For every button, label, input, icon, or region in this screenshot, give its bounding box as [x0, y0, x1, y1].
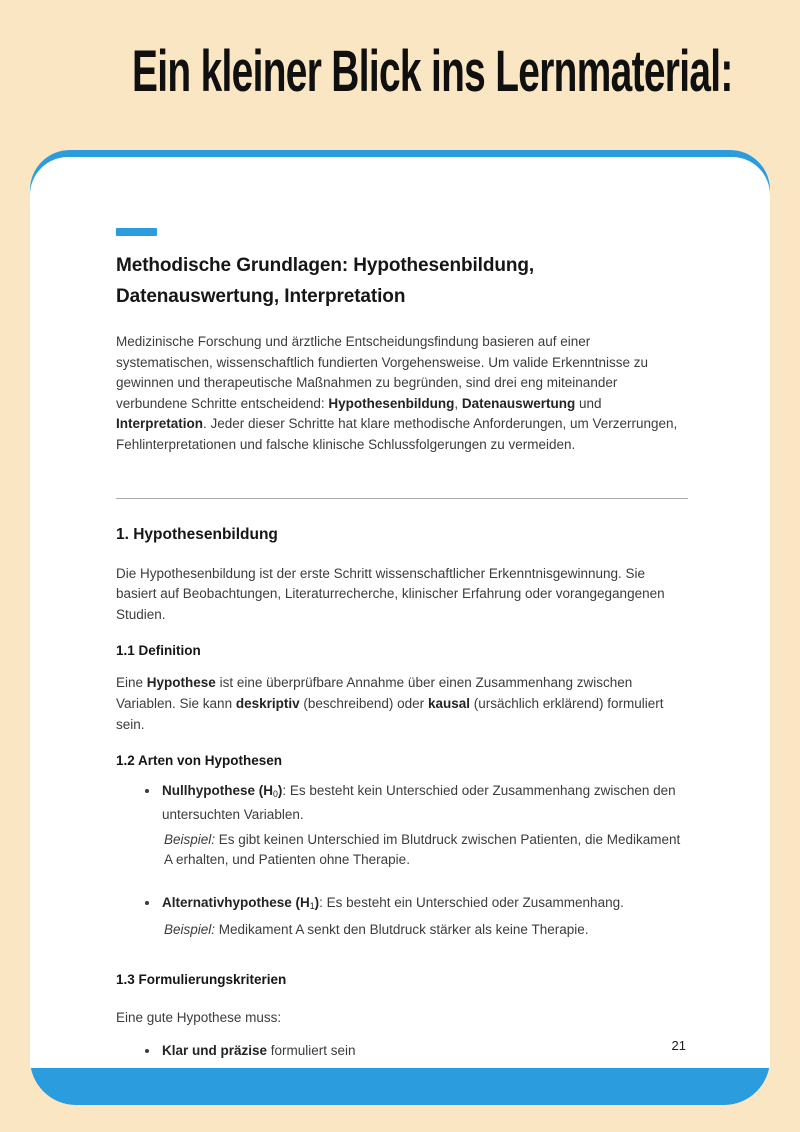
subsection-1-1-body: Eine Hypothese ist eine überprüfbare Annahme über einen Zusammenhang zwischen Variablen. Sie kann deskriptiv (beschreibend) oder kausal (ursächlich erklärend) formuliert sein. [116, 675, 664, 732]
criteria-list [116, 1041, 688, 1062]
list-item [160, 1041, 688, 1062]
subsection-1-2-heading: 1.2 Arten von Hypothesen [116, 753, 283, 769]
document-page [30, 157, 770, 1068]
section-1-heading: 1. Hypothesenbildung [116, 525, 278, 543]
hypothesis-types-list [116, 781, 688, 941]
page-number: 21 [671, 1038, 686, 1053]
subsection-1-3-heading: 1.3 Formulierungskriterien [116, 972, 287, 988]
list-item-text: • Klar und präzise formuliert sein [162, 1042, 356, 1058]
list-item-text: • Alternativhypothese $(H_1)$: Es besteht ein Unterschied oder Zusammenhang. [162, 894, 624, 911]
intro-paragraph: Medizinische Forschung und ärztliche Entscheidungsfindung basieren auf einer systematischen, wissenschaftlich fundierten Vorgehensweise. Um valide Erkenntnisse zu gewinnen und therapeutische Maßnahmen zu begründen, sind drei eng miteinander verbundene Schritte entscheidend: Hypothesenbildung, Datenauswertung und Interpretation. Jeder dieser Schritte hat klare methodische Anforderungen, um Verzerrungen, Fehlinterpretationen und falsche klinische Schlussfolgerungen zu vermeiden. [116, 334, 678, 452]
section-divider [116, 498, 688, 499]
list-item [160, 893, 688, 941]
page-title: Ein kleiner Blick ins Lernmaterial: [132, 39, 733, 104]
document-card-frame [30, 150, 770, 1105]
heading-accent-bar [116, 228, 157, 236]
document-heading: Methodische Grundlagen: Hypothesenbildung, Datenauswertung, Interpretation [116, 255, 535, 307]
section-1-intro: Die Hypothesenbildung ist der erste Schritt wissenschaftlicher Erkenntnisgewinnung. Sie basiert auf Beobachtungen, Literaturrecherche, klinischer Erfahrung oder vorangegangenen Studien. [116, 565, 665, 622]
list-item-example: Beispiel: Medikament A senkt den Blutdruck stärker als keine Therapie. [164, 922, 589, 938]
list-item-text: • Nullhypothese $(H_0)$: Es besteht kein Unterschied oder Zusammenhang zwischen den untersuchten Variablen. [162, 783, 676, 822]
list-item [160, 781, 688, 871]
subsection-1-3-lead: Eine gute Hypothese muss: [116, 1010, 282, 1026]
list-item-example: Beispiel: Es gibt keinen Unterschied im Blutdruck zwischen Patienten, die Medikament A erhalten, und Patienten ohne Therapie. [164, 831, 681, 868]
subsection-1-1-heading: 1.1 Definition [116, 643, 201, 659]
